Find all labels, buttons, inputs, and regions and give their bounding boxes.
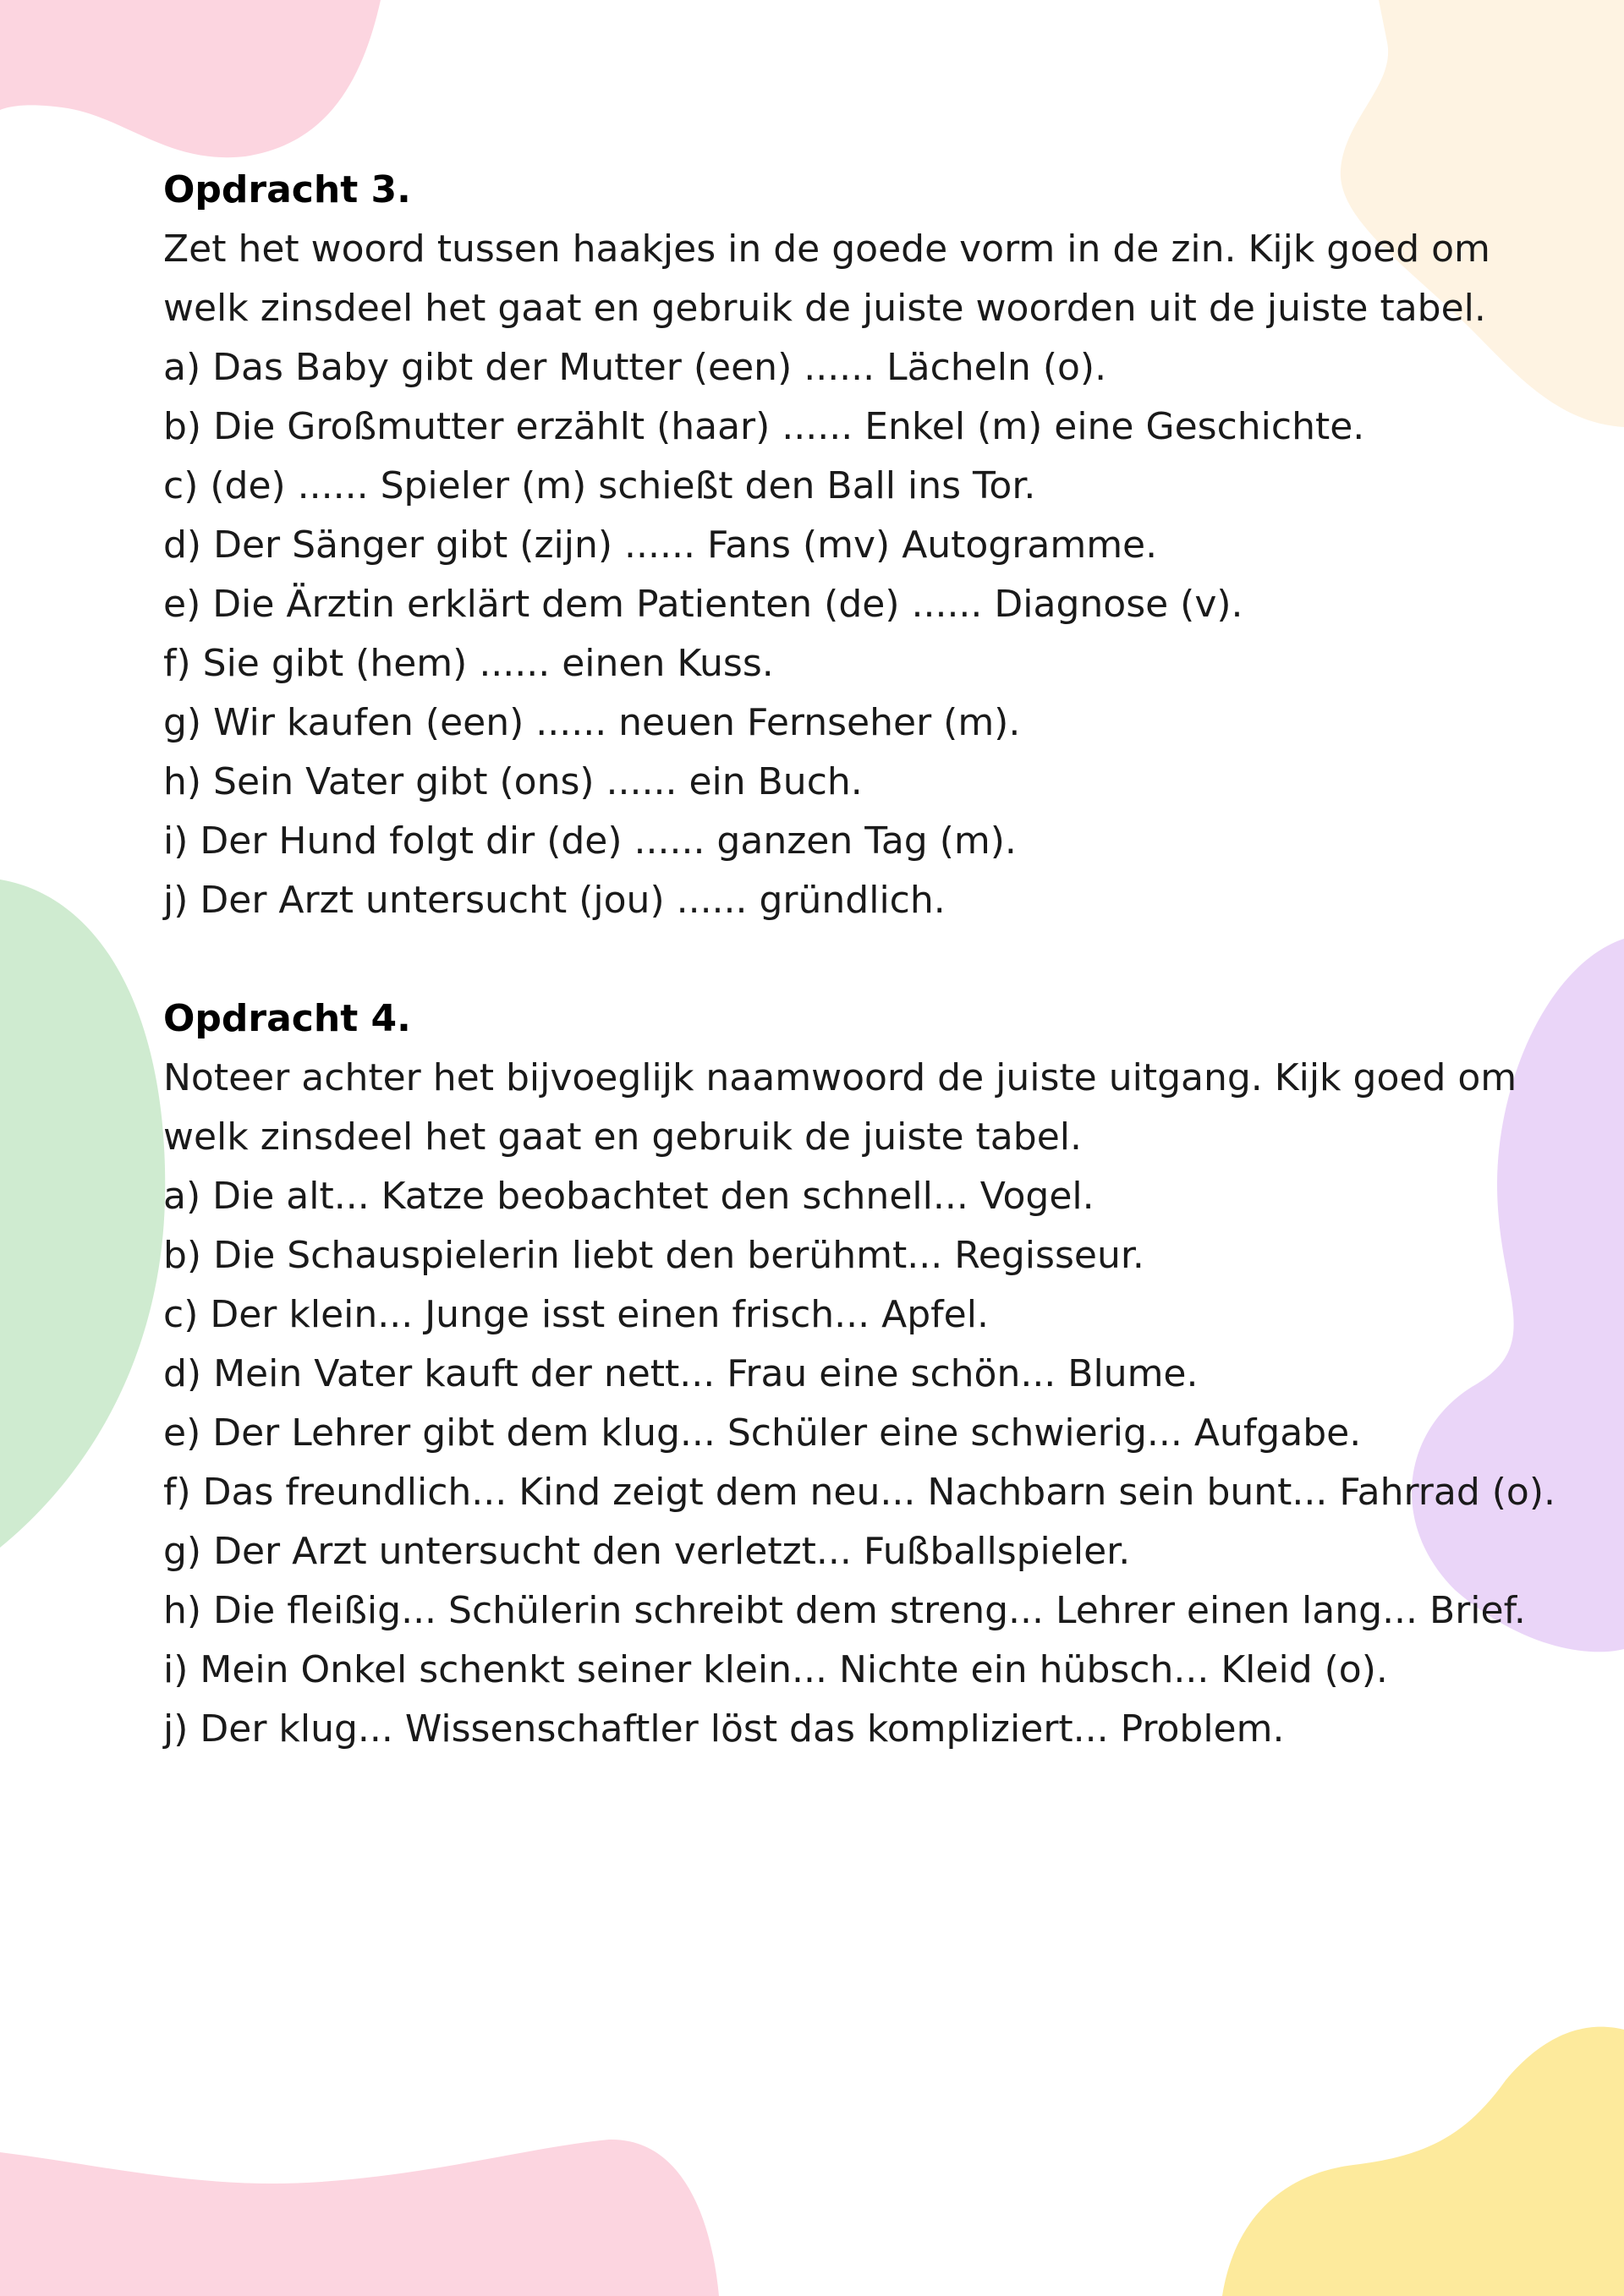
exercise-item: j) Der Arzt untersucht (jou) ...... gründlich. — [163, 879, 946, 922]
exercise-item: i) Mein Onkel schenkt seiner klein... Nichte ein hübsch... Kleid (o). — [163, 1648, 1388, 1691]
exercise-item: f) Sie gibt (hem) ...... einen Kuss. — [163, 642, 774, 685]
exercise-3-items — [163, 338, 1601, 930]
exercise-4-heading: Opdracht 4. — [163, 997, 411, 1040]
exercise-3 — [163, 161, 1601, 930]
exercise-item: f) Das freundlich... Kind zeigt dem neu... Nachbarn sein bunt... Fahrrad (o). — [163, 1471, 1556, 1514]
exercise-item: g) Der Arzt untersucht den verletzt... Fußballspieler. — [163, 1530, 1131, 1573]
exercise-3-heading: Opdracht 3. — [163, 168, 411, 211]
worksheet-content — [163, 161, 1601, 1759]
exercise-item: c) Der klein... Junge isst einen frisch... Apfel. — [163, 1293, 989, 1336]
exercise-item: d) Der Sänger gibt (zijn) ...... Fans (mv) Autogramme. — [163, 523, 1158, 567]
exercise-item: c) (de) ...... Spieler (m) schießt den Ball ins Tor. — [163, 464, 1036, 507]
exercise-4-items — [163, 1167, 1601, 1759]
exercise-3-instruction-line: welk zinsdeel het gaat en gebruik de juiste woorden uit de juiste tabel. — [163, 287, 1486, 330]
pink-blob-bottom-left — [0, 2140, 719, 2296]
exercise-4-instruction-line: welk zinsdeel het gaat en gebruik de juiste tabel. — [163, 1115, 1082, 1159]
exercise-item: b) Die Großmutter erzählt (haar) ...... Enkel (m) eine Geschichte. — [163, 405, 1365, 448]
exercise-item: a) Die alt... Katze beobachtet den schnell... Vogel. — [163, 1175, 1095, 1218]
exercise-item: e) Die Ärztin erklärt dem Patienten (de) ...... Diagnose (v). — [163, 583, 1243, 626]
green-blob-left — [0, 879, 165, 1548]
exercise-4 — [163, 989, 1601, 1759]
exercise-item: a) Das Baby gibt der Mutter (een) ...... Lächeln (o). — [163, 346, 1107, 389]
exercise-item: e) Der Lehrer gibt dem klug... Schüler eine schwierig... Aufgabe. — [163, 1411, 1362, 1455]
exercise-3-instruction-line: Zet het woord tussen haakjes in de goede vorm in de zin. Kijk goed om — [163, 227, 1490, 271]
exercise-item: g) Wir kaufen (een) ...... neuen Fernseher (m). — [163, 701, 1021, 744]
exercise-item: b) Die Schauspielerin liebt den berühmt... Regisseur. — [163, 1234, 1144, 1277]
exercise-item: d) Mein Vater kauft der nett... Frau eine schön... Blume. — [163, 1352, 1199, 1395]
exercise-item: i) Der Hund folgt dir (de) ...... ganzen Tag (m). — [163, 819, 1017, 863]
exercise-item: j) Der klug... Wissenschaftler löst das kompliziert... Problem. — [163, 1707, 1285, 1751]
exercise-item: h) Die fleißig... Schülerin schreibt dem streng... Lehrer einen lang... Brief. — [163, 1589, 1526, 1632]
exercise-4-instruction-line: Noteer achter het bijvoeglijk naamwoord de juiste uitgang. Kijk goed om — [163, 1056, 1517, 1099]
pink-blob-top-left — [0, 0, 381, 157]
exercise-item: h) Sein Vater gibt (ons) ...... ein Buch. — [163, 760, 863, 803]
yellow-blob-bottom-right — [1222, 2027, 1624, 2296]
